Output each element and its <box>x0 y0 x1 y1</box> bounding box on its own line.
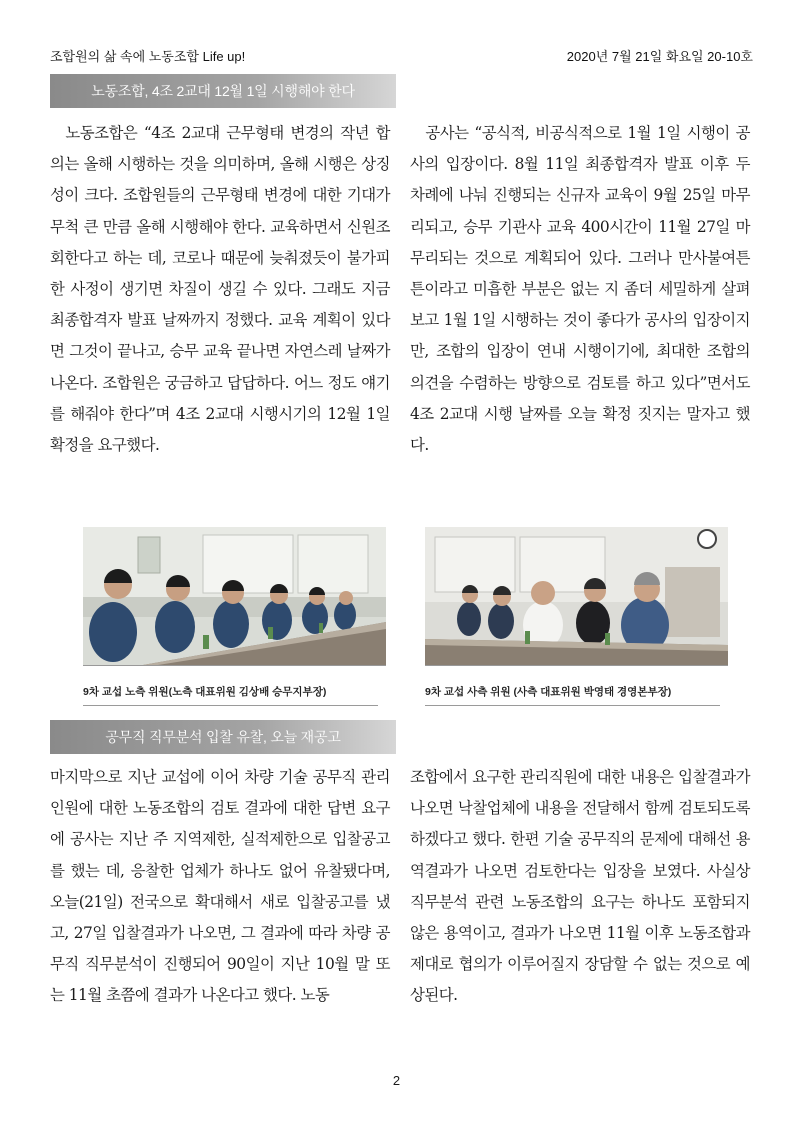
company-photo-caption: 9차 교섭 사측 위원 (사측 대표위원 박영태 경영본부장) <box>425 684 720 706</box>
union-statement-text: 노동조합은 “4조 2교대 근무형태 변경의 작년 합의는 올해 시행하는 것을 의미하며, 올해 시행은 상징성이 크다. 조합원들의 근무형태 변경에 대한 기대가 무척 큰 만큼 올해 시행해야 한다. 교육하면서 신원조회한다고 하는 데, 코로나 때문에 늦춰졌듯이 불가피한 사정이 생기면 차질이 생길 수 있다. 그래도 지금 최종합격자 발표 날짜까지 정했다. 교육 계획이 있다면 그것이 끝나고, 승무 교육 끝나면 자연스레 날짜가 나온다. 조합원은 궁금하고 답답하다. 어느 정도 얘기를 해줘야 한다”며 4조 2교대 시행시기의 12월 1일 확정을 요구했다. <box>50 124 390 455</box>
section-title-shift-system: 노동조합, 4조 2교대 12월 1일 시행해야 한다 <box>50 74 396 108</box>
union-negotiation-photo <box>83 527 386 666</box>
company-negotiation-photo <box>425 527 728 666</box>
job-analysis-left-text: 마지막으로 지난 교섭에 이어 차량 기술 공무직 관리인원에 대한 노동조합의 검토 결과에 대한 답변 요구에 공사는 지난 주 지역제한, 실적제한으로 입찰공고를 했는 데, 응찰한 업체가 하나도 없어 유찰됐다며, 오늘(21일) 전국으로 확대해서 새로 입찰공고를 냈고, 27일 입찰결과가 나오면, 그 결과에 따라 차량 공무직 직무분석이 진행되어 90일이 지난 10월 말 또는 11월 초쯤에 결과가 나온다고 했다. 노동 <box>50 768 390 1005</box>
page-number: 2 <box>392 1073 401 1088</box>
job-analysis-right-text: 조합에서 요구한 관리직원에 대한 내용은 입찰결과가 나오면 낙찰업체에 내용을 전달해서 함께 검토되도록 하겠다고 했다. 한편 기술 공무직의 문제에 대해선 용역결과가 나오면 검토한다는 입장을 보였다. 사실상 직무분석 관련 노동조합의 요구는 하나도 포함되지 않은 용역이고, 결과가 나오면 11월 이후 노동조합과 제대로 협의가 이루어질지 장담할 수 없는 것으로 예상된다. <box>410 768 750 1005</box>
section-title-job-analysis: 공무직 직무분석 입찰 유찰, 오늘 재공고 <box>50 720 396 754</box>
company-statement-text: 공사는 “공식적, 비공식적으로 1월 1일 시행이 공사의 입장이다. 8월 11일 최종합격자 발표 이후 두 차례에 나눠 진행되는 신규자 교육이 9월 25일 마무리되고, 승무 기관사 교육 400시간이 11월 27일 마무리되는 것으로 계획되어 있다. 그러나 만사불여튼튼이라고 미흡한 부분은 없는 지 좀더 세밀하게 살펴보고 1월 1일 시행하는 것이 좋다가 공사의 입장이지만, 조합의 입장이 연내 시행이기에, 최대한 조합의 의견을 수렴하는 방향으로 검토를 하고 있다”면서도 4조 2교대 시행 날짜를 오늘 확정 짓지는 말자고 했다. <box>410 124 750 455</box>
union-photo-caption: 9차 교섭 노측 위원(노측 대표위원 김상배 승무지부장) <box>83 684 378 706</box>
newsletter-slogan: 조합원의 삶 속에 노동조합 Life up! <box>50 49 246 64</box>
issue-date: 2020년 7월 21일 화요일 20-10호 <box>566 49 753 64</box>
